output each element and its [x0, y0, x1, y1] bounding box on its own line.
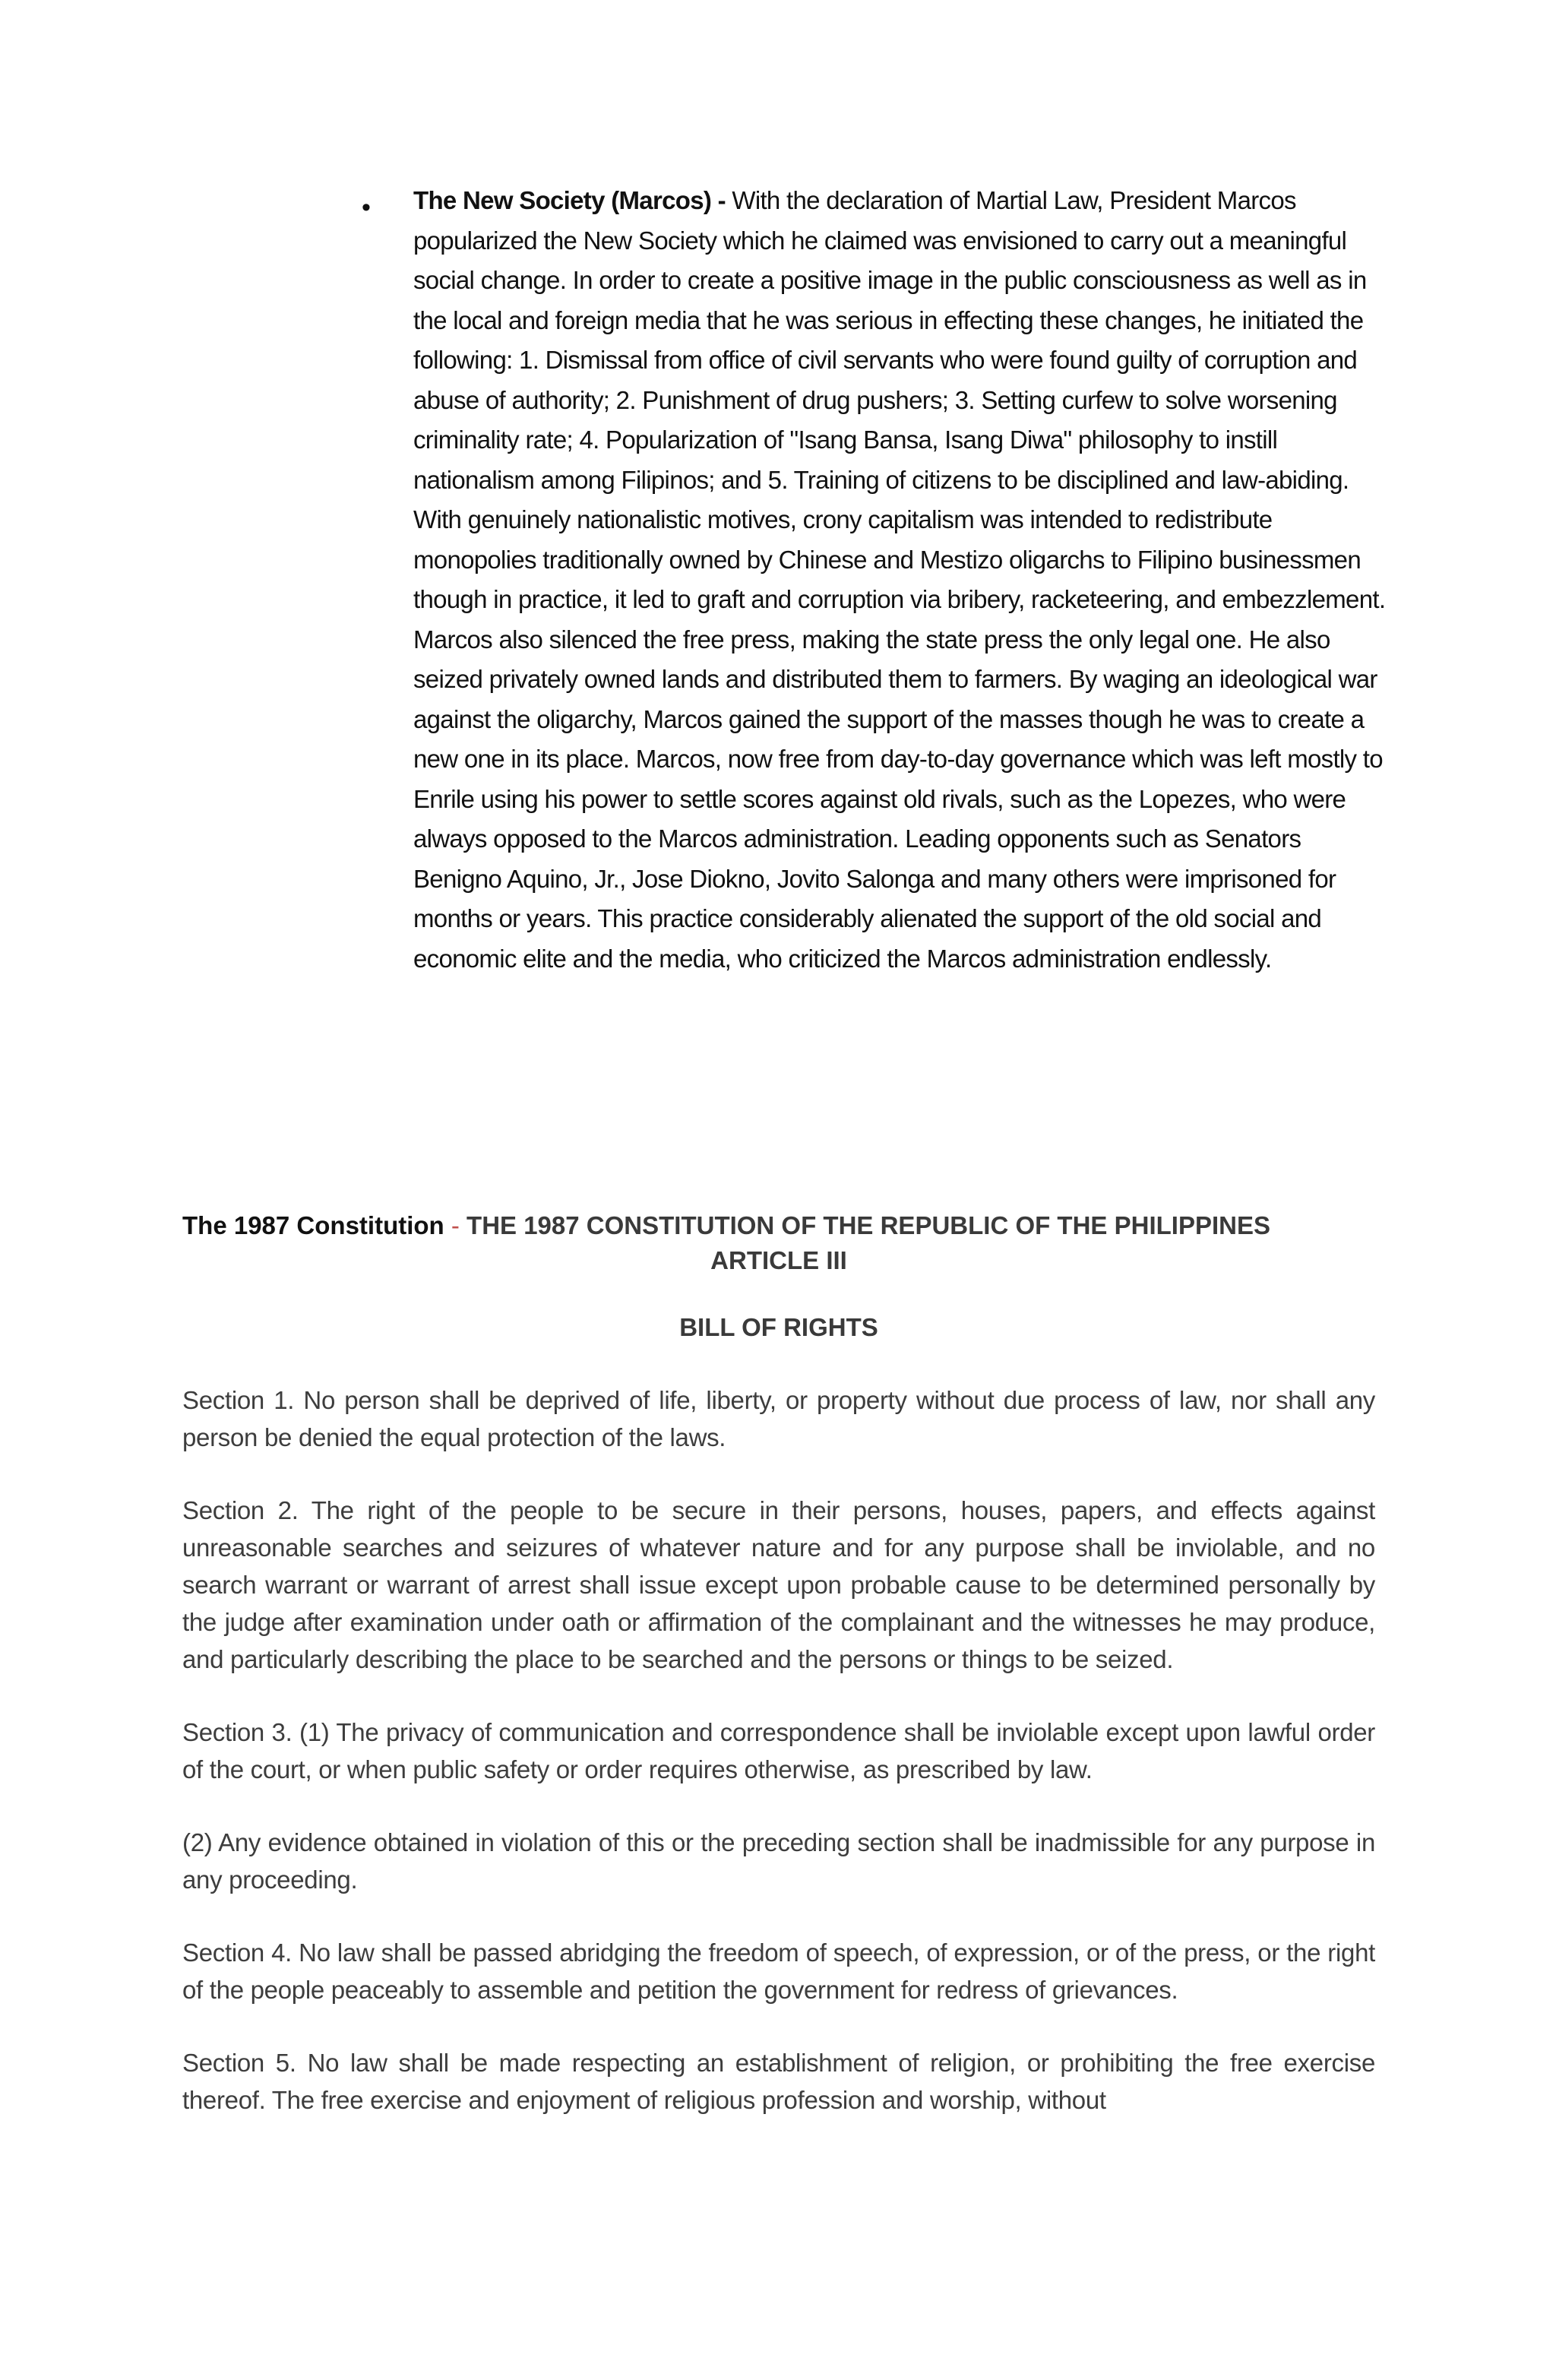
section-4: Section 4. No law shall be passed abridging the freedom of speech, of expression, or of the press, or the right of the people peaceably to assemble and petition the government for redress of grievances.	[182, 1938, 1375, 2004]
new-society-heading: The New Society (Marcos) -	[413, 186, 726, 214]
constitution-lead: The 1987 Constitution	[182, 1211, 444, 1239]
constitution-title: THE 1987 CONSTITUTION OF THE REPUBLIC OF THE PHILIPPINES	[466, 1211, 1270, 1239]
section-5: Section 5. No law shall be made respecting an establishment of religion, or prohibiting the free exercise thereof. The free exercise and enjoyment of religious profession and worship, without	[182, 2049, 1375, 2114]
new-society-paragraph-2: With genuinely nationalistic motives, crony capitalism was intended to redistribute monopolies traditionally owned by Chinese and Mestizo oligarchs to Filipino businessmen though in practice, it led to graft and corruption via bribery, racketeering, and embezzlement. Marcos also silenced the free press, making the state press the only legal one. He also seized privately owned lands and distributed them to farmers. By waging an ideological war against the oligarchy, Marcos gained the support of the masses though he was to create a new one in its place. Marcos, now free from day-to-day governance which was left mostly to Enrile using his power to settle scores against old rivals, such as the Lopezes, who were always opposed to the Marcos administration. Leading opponents such as Senators Benigno Aquino, Jr., Jose Diokno, Jovito Salonga and many others were imprisoned for months or years. This practice considerably alienated the support of the old social and economic elite and the media, who criticized the Marcos administration endlessly.	[413, 505, 1386, 973]
new-society-paragraph-1-text: With the declaration of Martial Law, President Marcos popularized the New Society which he claimed was envisioned to carry out a meaningful social change. In order to create a positive image in the public consciousness as well as in the local and foreign media that he was serious in effecting these changes, he initiated the following: 1. Dismissal from office of civil servants who were found guilty of corruption and abuse of authority; 2. Punishment of drug pushers; 3. Setting curfew to solve worsening criminality rate; 4. Popularization of "Isang Bansa, Isang Diwa" philosophy to instill nationalism among Filipinos; and 5. Training of citizens to be disciplined and law-abiding.	[413, 186, 1367, 494]
section-2: Section 2. The right of the people to be secure in their persons, houses, papers, and effects against unreasonable searches and seizures of whatever nature and for any purpose shall be inviolable, and no search warrant or warrant of arrest shall issue except upon probable cause to be determined personally by the judge after examination under oath or affirmation of the complainant and the witnesses he may produce, and particularly describing the place to be searched and the persons or things to be seized.	[182, 1496, 1375, 1673]
section-1: Section 1. No person shall be deprived of life, liberty, or property without due process of law, nor shall any person be denied the equal protection of the laws.	[182, 1386, 1375, 1451]
heading-dash: -	[444, 1211, 467, 1239]
constitution-heading	[182, 1210, 1375, 1242]
section-3-1: Section 3. (1) The privacy of communication and correspondence shall be inviolable except upon lawful order of the court, or when public safety or order requires otherwise, as prescribed by law.	[182, 1718, 1375, 1783]
bill-of-rights-title: BILL OF RIGHTS	[679, 1313, 878, 1341]
article-title: ARTICLE III	[710, 1246, 847, 1274]
new-society-paragraph-1	[413, 181, 1393, 500]
bullet-marker: •	[362, 193, 371, 222]
section-3-2: (2) Any evidence obtained in violation of this or the preceding section shall be inadmissible for any purpose in any proceeding.	[182, 1828, 1375, 1894]
new-society-text	[413, 181, 1393, 979]
bill-of-rights-sections	[182, 1381, 1375, 2154]
